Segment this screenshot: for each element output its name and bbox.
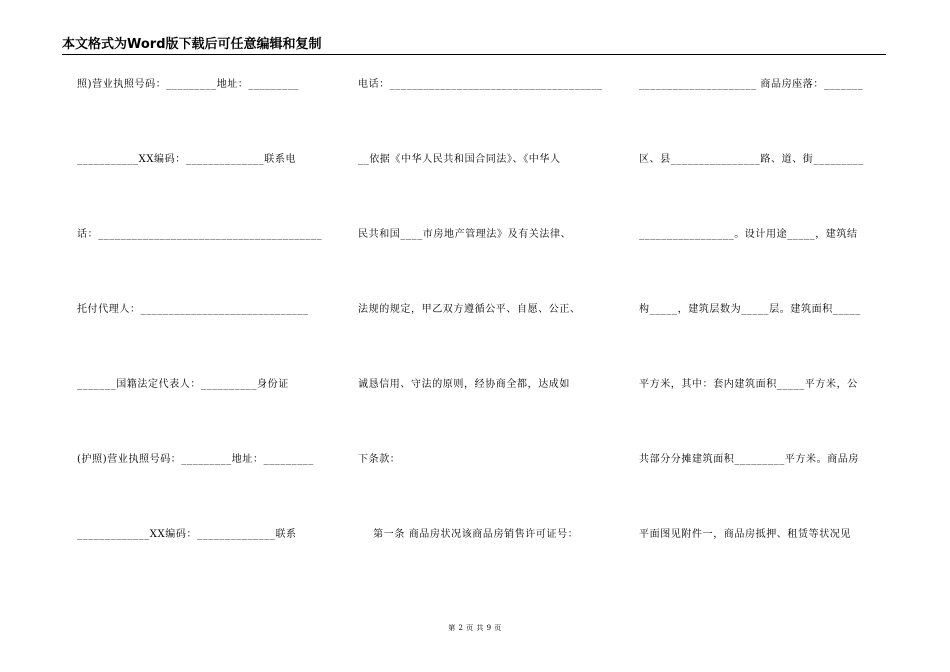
document-header: 本文格式为Word版下载后可任意编辑和复制 (62, 37, 322, 52)
text-column-1 (77, 0, 323, 672)
text-line: 电话：______________________________________ (358, 79, 603, 90)
text-line: __依据《中华人民共和国合同法》、《中华人 (358, 154, 561, 165)
text-line: ___________XX编码：______________联系电 (77, 154, 297, 165)
text-line: 话：________________________________________ (77, 229, 323, 240)
text-line: 第一条 商品房状况该商品房销售许可证号： (358, 529, 579, 540)
text-line: _____________XX编码：______________联系 (77, 529, 297, 540)
text-line: 民共和国____市房地产管理法》及有关法律、 (358, 229, 572, 240)
text-column-2 (358, 0, 604, 672)
text-line: 托付代理人：______________________________ (77, 304, 309, 315)
text-line: _______国籍法定代表人：__________身份证 (77, 379, 289, 390)
text-line: _________________。设计用途_____，建筑结 (639, 229, 858, 240)
text-line: 共部分分摊建筑面积_________平方米。商品房 (639, 454, 859, 465)
page-number: 第 2 页 共 9 页 (448, 624, 502, 632)
text-line: 法规的规定，甲乙双方遵循公平、自愿、公正、 (358, 304, 581, 315)
text-line: (护照)营业执照号码：_________地址：_________ (77, 454, 315, 465)
text-line: _____________________ 商品房座落：_______ (639, 79, 864, 90)
text-line: 区、县________________路、道、街_________ (639, 154, 864, 165)
text-line: 下条款： (358, 454, 401, 465)
text-line: 平方米，其中：套内建筑面积_____平方米，公 (639, 379, 858, 390)
text-line: 诚恳信用、守法的原则，经协商全都，达成如 (358, 379, 570, 390)
text-line: 构_____，建筑层数为_____层。建筑面积_____ (639, 304, 861, 315)
text-column-3 (639, 0, 885, 672)
text-line: 平面图见附件一，商品房抵押、租赁等状况见 (639, 529, 851, 540)
text-line: 照)营业执照号码：_________地址：_________ (77, 79, 299, 90)
